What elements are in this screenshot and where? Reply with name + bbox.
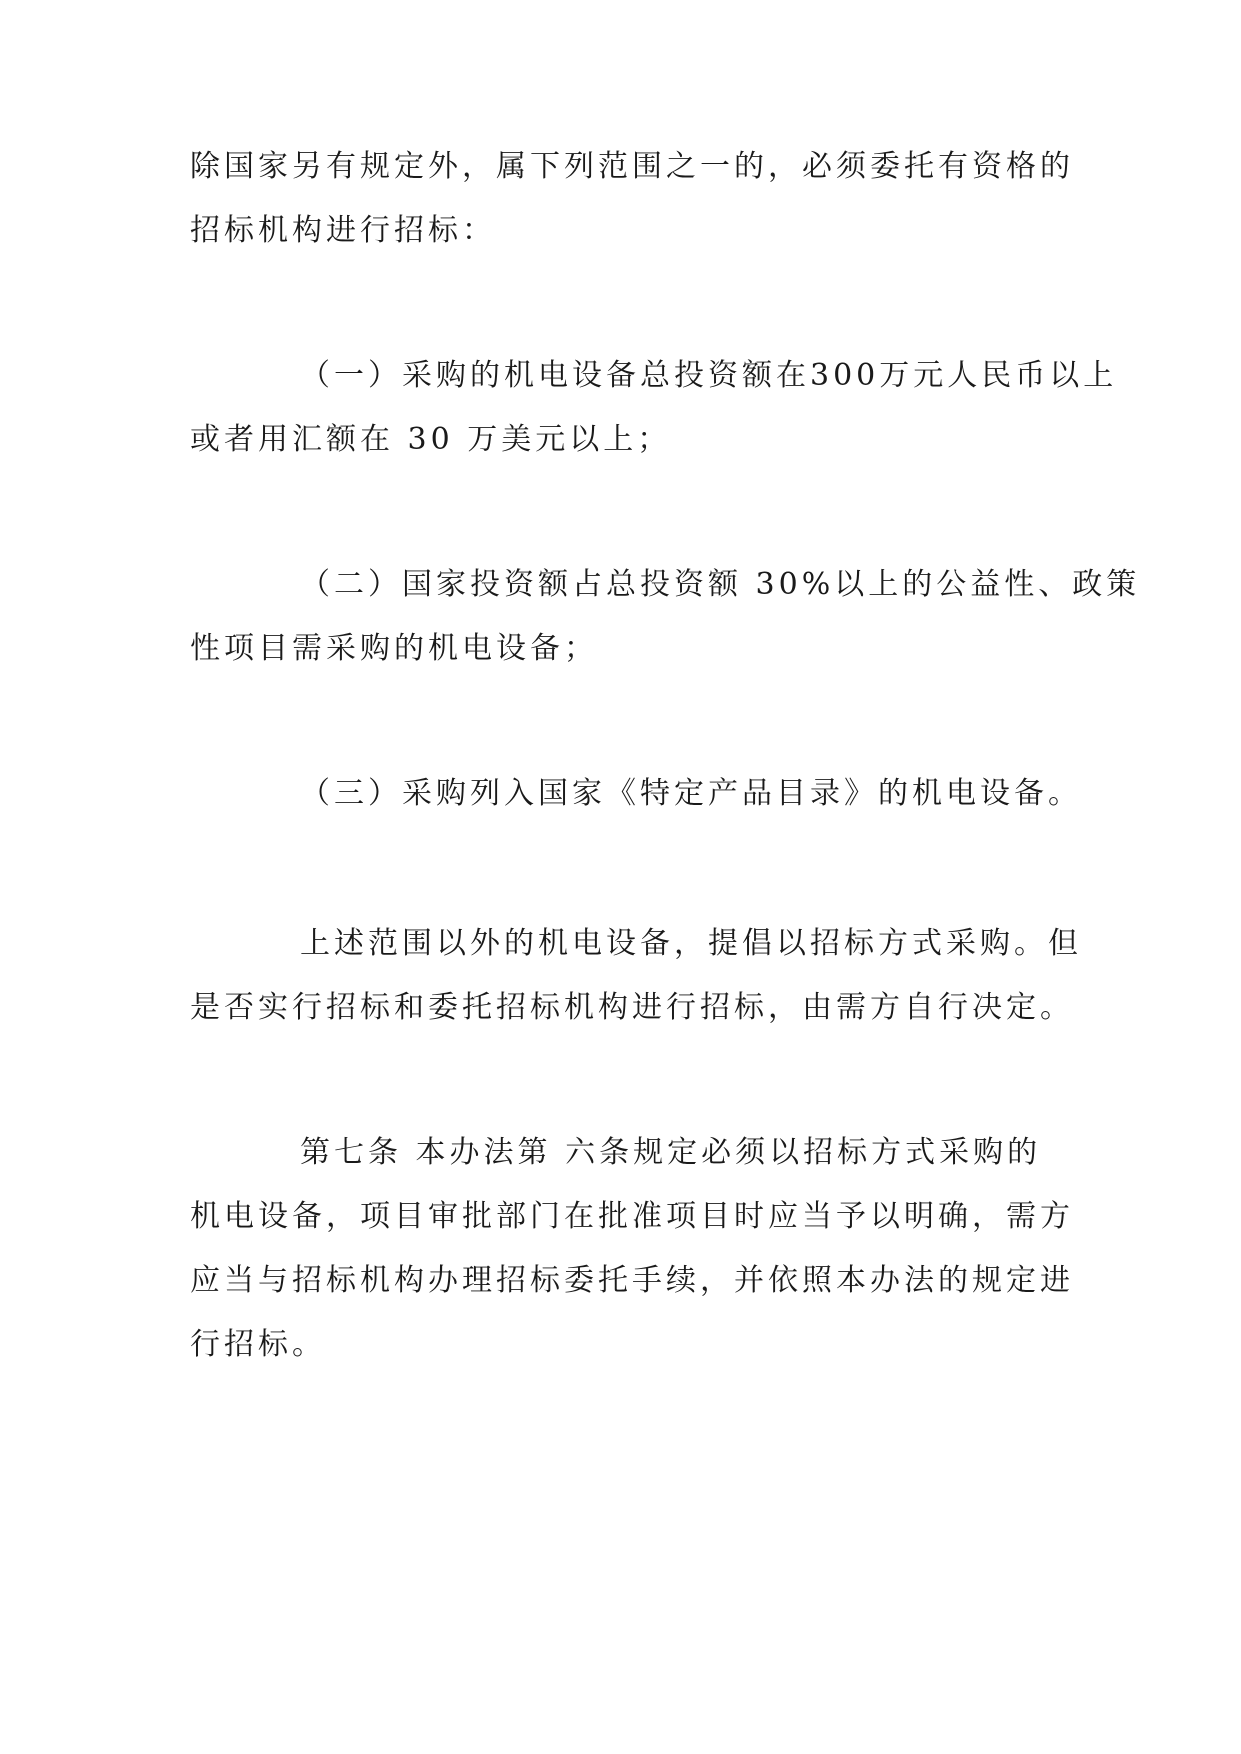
paragraph-item-1 <box>190 344 1118 472</box>
text-line: （二）国家投资额占总投资额 30%以上的公益性、政策 <box>300 567 1141 602</box>
text-line: 机电设备，项目审批部门在批准项目时应当予以明确，需方 <box>190 1199 1074 1234</box>
text-line: 应当与招标机构办理招标委托手续，并依照本办法的规定进 <box>190 1263 1074 1298</box>
text-line: 行招标。 <box>190 1327 326 1362</box>
paragraph-other-equipment <box>190 912 1082 1040</box>
text-line: 第七条 本办法第 六条规定必须以招标方式采购的 <box>300 1135 1042 1170</box>
text-line: 是否实行招标和委托招标机构进行招标，由需方自行决定。 <box>190 990 1074 1025</box>
text-line: 性项目需采购的机电设备； <box>190 631 598 666</box>
paragraph-scope-intro <box>190 135 1074 263</box>
text-line: （一）采购的机电设备总投资额在300万元人民币以上 <box>300 358 1118 393</box>
text-line: 上述范围以外的机电设备，提倡以招标方式采购。但 <box>300 926 1082 961</box>
text-line: 招标机构进行招标： <box>190 213 496 248</box>
paragraph-item-3 <box>190 762 1082 826</box>
text-line: 或者用汇额在 30 万美元以上； <box>190 422 672 457</box>
paragraph-item-2 <box>190 553 1141 681</box>
text-line: （三）采购列入国家《特定产品目录》的机电设备。 <box>300 776 1082 811</box>
paragraph-article-7 <box>190 1121 1074 1377</box>
text-line: 除国家另有规定外，属下列范围之一的，必须委托有资格的 <box>190 149 1074 184</box>
